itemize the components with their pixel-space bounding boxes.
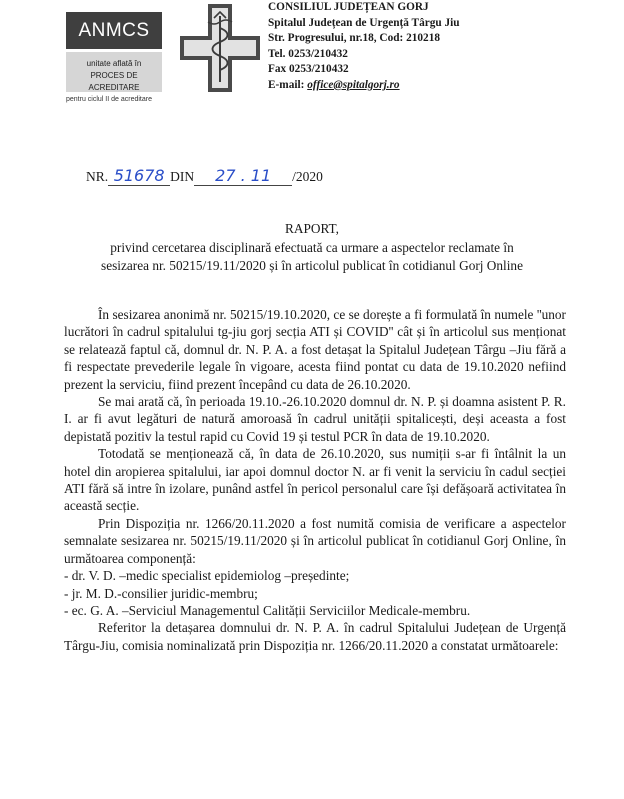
paragraph-2: Se mai arată că, în perioada 19.10.-26.10.2020 domnul dr. N. P. și doamna asistent P. R. I. ar fi avut legături de natură amoroasă în cadrul unității spitalicești, deși aceasta a fost depistată pozitiv la testul rapid cu Covid 19 și testul PCR în data de 19.10.2020.	[64, 394, 566, 444]
hospital-phone: Tel. 0253/210432	[268, 47, 348, 60]
paragraph-1: În sesizarea anonimă nr. 50215/19.10.2020, ce se dorește a fi formulată în numele ''unor lucrători în cadrul spitalului tg-jiu gorj secția ATI și COVID'' cât și în articolul sus menționat se relatează faptul că, domnul dr. N. P. A. a fost detașat la Spitalul Județean Târgu –Jiu fără a fi respectate prevederile legale în vigoare, acesta fiind pontat cu data de 19.10.2020 nefiind prezent la serviciu, fiind prezent începând cu data de 26.10.2020.	[64, 307, 566, 392]
email-label: E-mail:	[268, 78, 308, 91]
paragraph-3: Totodată se menționează că, în data de 26.10.2020, sus numiții s-ar fi întâlnit la un hotel din aropierea spitalului, iar apoi domnul doctor N. ar fi venit la serviciu în cadul secției ATI fără să intre în izolare, punând astfel în pericol personalul care își defășoară activitatea în această secție.	[64, 446, 566, 514]
hospital-fax: Fax 0253/210432	[268, 63, 349, 76]
anmcs-logo	[66, 12, 166, 108]
year-label: /2020	[292, 169, 323, 184]
report-heading: RAPORT,	[285, 221, 339, 236]
email-link[interactable]: office@spitalgorj.ro	[307, 78, 400, 91]
nr-field	[108, 168, 170, 186]
logo-footer: pentru ciclul II de acreditare	[66, 96, 152, 103]
nr-label: NR.	[86, 169, 109, 184]
logo-line1: unitate aflată în	[86, 59, 142, 68]
registration-line	[86, 168, 323, 186]
paragraph-5: Referitor la detașarea domnului dr. N. P. A. în cadrul Spitalului Județean de Urgență Târgu-Jiu, comisia nominalizată prin Dispoziția nr. 1266/20.11.2020 a constatat următoarele:	[64, 620, 566, 653]
logo-accreditation-box	[66, 52, 162, 92]
hospital-name: Spitalul Județean de Urgență Târgu Jiu	[268, 16, 460, 29]
committee-member: - ec. G. A. –Serviciul Managementul Calității Serviciilor Medicale-membru.	[64, 602, 471, 618]
hospital-address: Str. Progresului, nr.18, Cod: 210218	[268, 32, 440, 45]
handwritten-number: 51678	[113, 166, 165, 185]
medical-cross-icon	[178, 2, 262, 94]
date-field	[194, 168, 292, 186]
logo-acronym: ANMCS	[66, 12, 162, 49]
committee-member: - jr. M. D.-consilier juridic-membru;	[64, 585, 258, 601]
logo-line2: PROCES DE ACREDITARE	[88, 71, 140, 92]
report-subtitle-line1: privind cercetarea disciplinară efectuată ca urmare a aspectelor reclamate în	[110, 240, 514, 255]
paragraph-4: Prin Dispoziția nr. 1266/20.11.2020 a fost numită comisia de verificare a aspectelor semnalate sesizarea nr. 50215/19.11/2020 și în articolul publicat în cotidianul Gorj Online, în următoarea componență:	[64, 515, 566, 566]
din-label: DIN	[170, 169, 195, 184]
institution-name: CONSILIUL JUDEȚEAN GORJ	[268, 1, 429, 13]
report-body	[64, 306, 566, 654]
hospital-contact-block	[268, 0, 460, 94]
hospital-email-line	[268, 78, 460, 94]
report-subtitle-line2: sesizarea nr. 50215/19.11/2020 și în articolul publicat în cotidianul Gorj Online	[101, 258, 523, 273]
committee-member: - dr. V. D. –medic specialist epidemiolog –președinte;	[64, 568, 350, 584]
handwritten-date: 27 . 11	[215, 166, 272, 185]
